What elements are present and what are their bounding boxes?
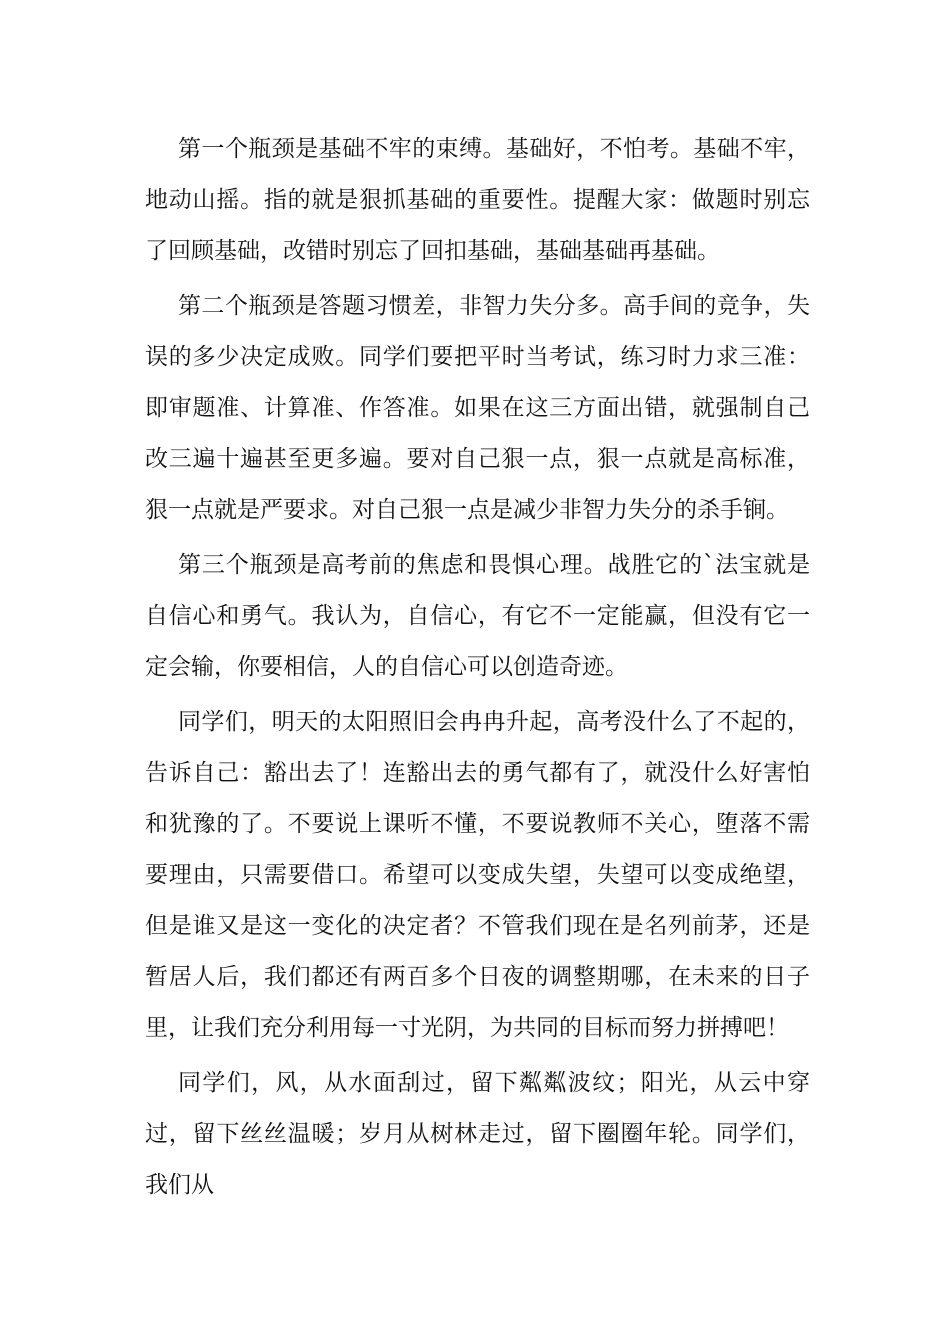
paragraph-3: 第三个瓶颈是高考前的焦虑和畏惧心理。战胜它的`法宝就是自信心和勇气。我认为，自信心，有它不一定能赢，但没有它一定会输，你要相信，人的自信心可以创造奇迹。: [145, 552, 810, 680]
paragraph-5: 同学们，风，从水面刮过，留下粼粼波纹；阳光，从云中穿过，留下丝丝温暖；岁月从树林走过，留下圈圈年轮。同学们，我们从: [145, 1070, 810, 1198]
paragraph-2: 第二个瓶颈是答题习惯差，非智力失分多。高手间的竞争，失误的多少决定成败。同学们要把平时当考试，练习时力求三准：即审题准、计算准、作答准。如果在这三方面出错，就强制自己改三遍十遍甚至更多遍。要对自己狠一点，狠一点就是高标准，狠一点就是严要求。对自己狠一点是减少非智力失分的杀手锏。: [145, 293, 810, 523]
document-body: [145, 124, 810, 1215]
paragraph-4: 同学们，明天的太阳照旧会冉冉升起，高考没什么了不起的，告诉自己：豁出去了！连豁出去的勇气都有了，就没什么好害怕和犹豫的了。不要说上课听不懂，不要说教师不关心，堕落不需要理由，只需要借口。希望可以变成失望，失望可以变成绝望，但是谁又是这一变化的决定者？不管我们现在是名列前茅，还是暂居人后，我们都还有两百多个日夜的调整期哪，在未来的日子里，让我们充分利用每一寸光阴，为共同的目标而努力拼搏吧！: [145, 709, 810, 1041]
paragraph-1: 第一个瓶颈是基础不牢的束缚。基础好，不怕考。基础不牢，地动山摇。指的就是狠抓基础的重要性。提醒大家：做题时别忘了回顾基础，改错时别忘了回扣基础，基础基础再基础。: [145, 136, 810, 264]
